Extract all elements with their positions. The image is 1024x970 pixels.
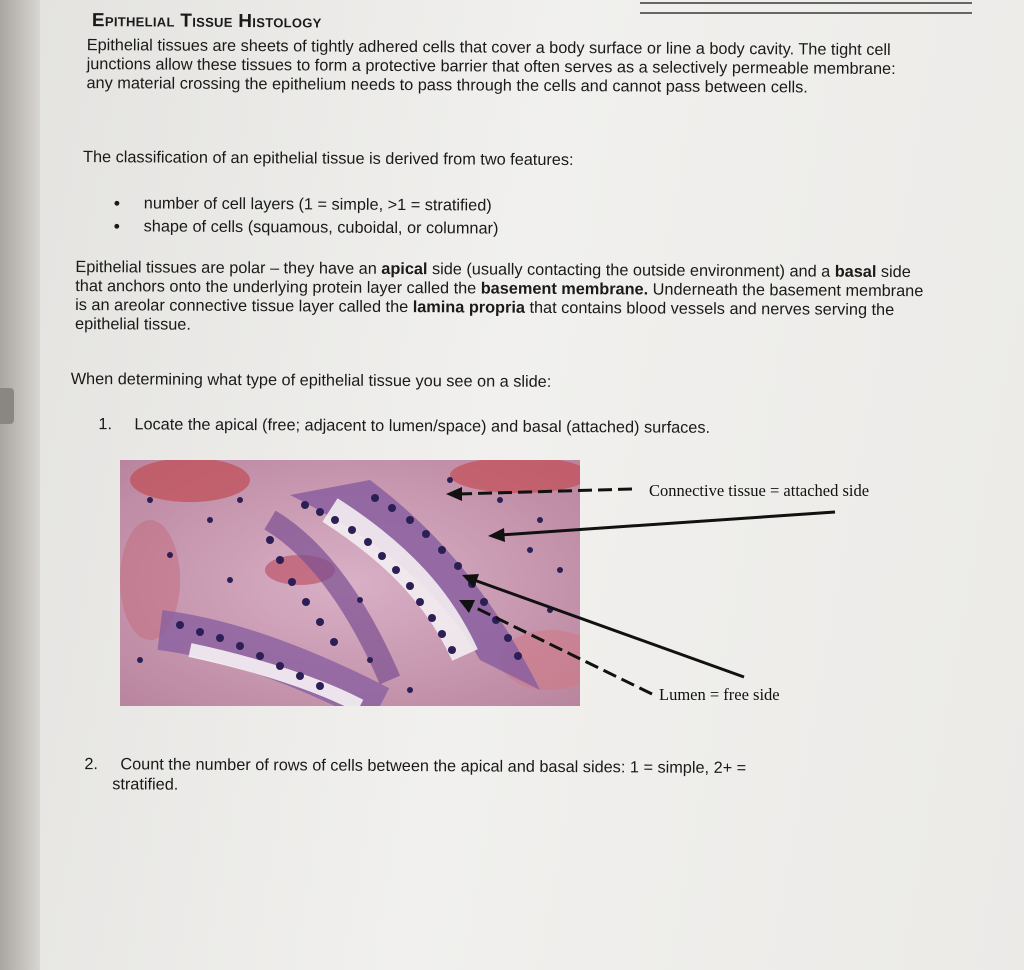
term-apical: apical: [381, 259, 428, 279]
intro-paragraph: Epithelial tissues are sheets of tightly adhered cells that cover a body surface or line a body cavity. The tight cell junctions allow these tissues to form a protective barrier that often serves as a selectively permeable membrane: any material crossing the epithelium needs to pass through the cells and cannot pass between cells.: [86, 36, 896, 97]
step-text: Count the number of rows of cells between the apical and basal sides: 1 = simple, 2+ =: [120, 755, 747, 778]
determining-intro: When determining what type of epithelial tissue you see on a slide:: [70, 369, 552, 391]
polarity-text: side that anchors onto the underlying protein layer called the: [75, 262, 911, 298]
term-lamina-propria: lamina propria: [412, 298, 526, 317]
step-text-continued: stratified.: [112, 775, 179, 794]
lumen-arrow-dashed: [459, 600, 652, 694]
connective-arrow-solid: [488, 512, 835, 542]
label-lumen: Lumen = free side: [659, 685, 780, 704]
polarity-text: Epithelial tissues are polar – they have an: [75, 258, 382, 278]
step-text: Locate the apical (free; adjacent to lumen/space) and basal (attached) surfaces.: [134, 415, 711, 437]
term-basement-membrane: basement membrane.: [480, 279, 649, 299]
page-title: Epithelial Tissue Histology: [91, 10, 322, 33]
term-basal: basal: [834, 262, 877, 281]
lumen-arrow-solid: [462, 574, 744, 677]
polarity-text: that contains blood vessels and nerves serving the epithelial tissue.: [75, 298, 895, 334]
connective-arrow-dashed: [446, 487, 632, 501]
step-number: 1.: [98, 415, 113, 434]
step-number: 2.: [84, 755, 99, 774]
feature-item: • number of cell layers (1 = simple, >1 = stratified): [114, 192, 499, 217]
feature-item: • shape of cells (squamous, cuboidal, or columnar): [114, 215, 499, 240]
polarity-text: side (usually contacting the outside environment) and a: [427, 260, 835, 281]
classification-intro: The classification of an epithelial tissue is derived from two features:: [83, 148, 574, 170]
polarity-text: Underneath the basement membrane is an areolar connective tissue layer called the: [75, 280, 924, 317]
label-connective-tissue: Connective tissue = attached side: [649, 481, 870, 500]
